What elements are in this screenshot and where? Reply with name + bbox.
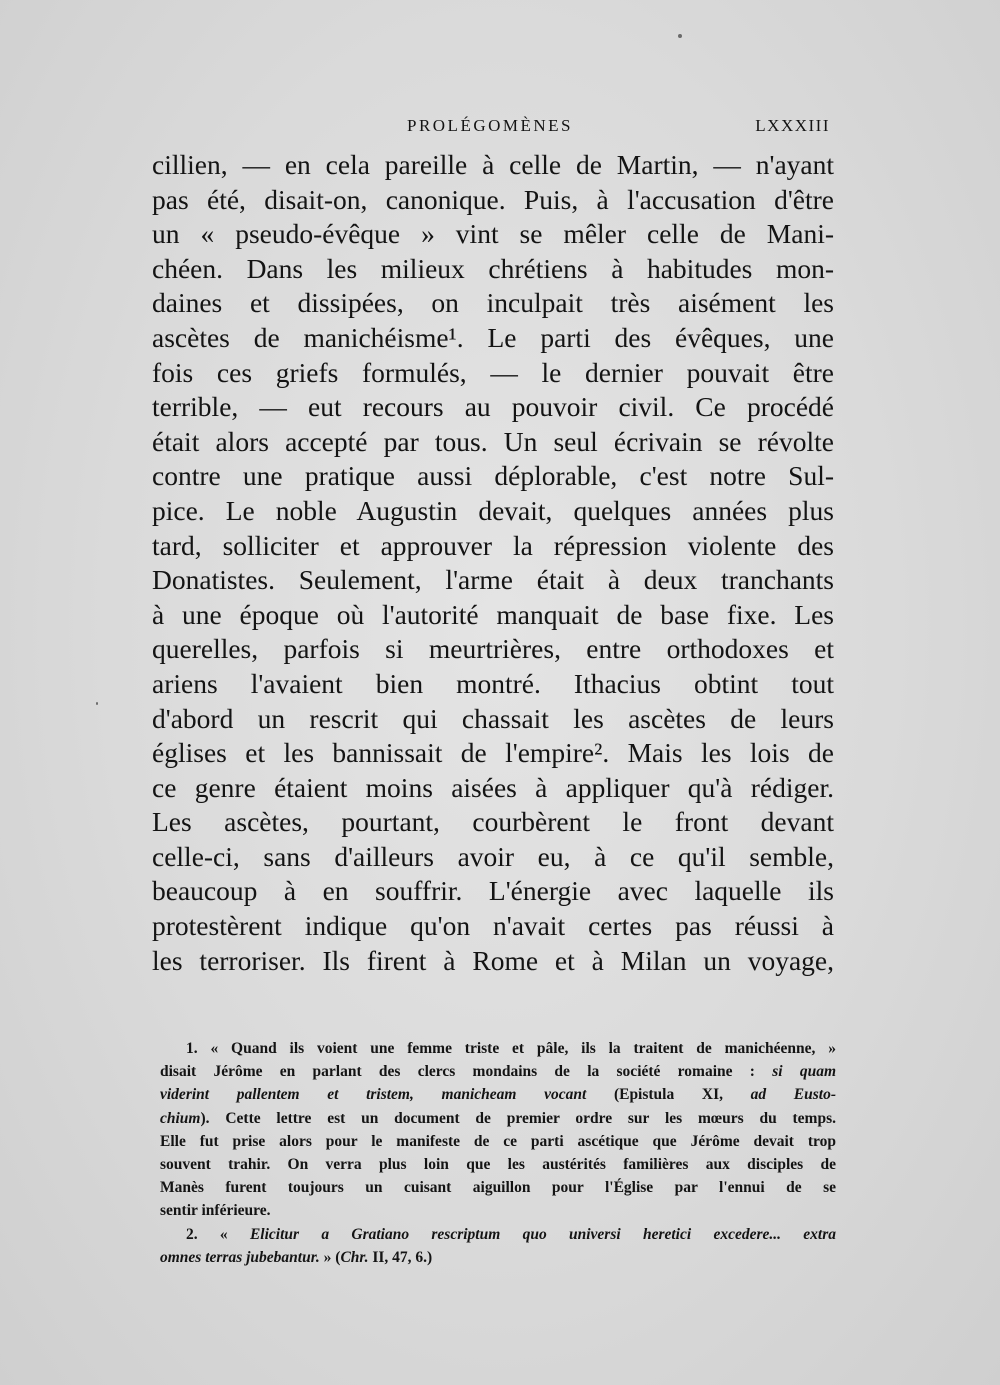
text-line: était alors accepté par tous. Un seul écrivain se révolte: [152, 425, 834, 457]
body-text: [152, 148, 834, 978]
text-line: celle-ci, sans d'ailleurs avoir eu, à ce qu'il semble,: [152, 840, 834, 872]
text-line: Donatistes. Seulement, l'arme était à deux tranchants: [152, 564, 834, 596]
footnote-1-line: sentir inférieure.: [160, 1202, 271, 1220]
footnote-2-line: [160, 1223, 836, 1246]
text-line: pas été, disait-on, canonique. Puis, à l'accusation d'être: [152, 183, 834, 215]
footnote-latin: omnes terras jubebantur.: [160, 1248, 320, 1266]
text-line: tard, solliciter et approuver la répression violente des: [152, 529, 834, 561]
footnote-1-line: [160, 1107, 836, 1130]
text-line: querelles, parfois si meurtrières, entre orthodoxes et: [152, 633, 834, 665]
footnote-latin: si quam: [772, 1063, 836, 1081]
footnote-latin: viderint pallentem et tristem, manicheam vocant: [160, 1086, 587, 1104]
page-number: LXXXIII: [755, 116, 830, 135]
text-line: pice. Le noble Augustin devait, quelques années plus: [152, 494, 834, 526]
footnote-1-line: Manès furent toujours un cuisant aiguillon pour l'Église par l'ennui de se: [160, 1179, 836, 1197]
footnote-1-line: 1. « Quand ils voient une femme triste et pâle, ils la traitent de manichéenne, »: [186, 1040, 836, 1057]
footnote-1-line: souvent trahir. On verra plus loin que les austérités familières aux disciples de: [160, 1155, 836, 1173]
text-line: protestèrent indique qu'on n'avait certes pas réussi à: [152, 910, 834, 942]
text-line: contre une pratique aussi déplorable, c'est notre Sul-: [152, 460, 834, 492]
footnote-text: II, 47, 6.): [372, 1248, 433, 1266]
text-line: beaucoup à en souffrir. L'énergie avec laquelle ils: [152, 875, 834, 907]
text-line: chéen. Dans les milieux chrétiens à habitudes mon-: [152, 252, 834, 284]
text-line: ce genre étaient moins aisées à appliquer qu'à rédiger.: [152, 771, 834, 803]
running-head: [150, 114, 830, 140]
text-line: cillien, — en cela pareille à celle de Martin, — n'ayant: [152, 149, 834, 180]
paper-speck: [678, 34, 682, 38]
footnote-1-line: [160, 1060, 836, 1083]
text-line: les terroriser. Ils firent à Rome et à Milan un voyage,: [152, 944, 834, 976]
footnote-text: (Epistula XI,: [613, 1086, 723, 1104]
footnote-1-line: [160, 1083, 836, 1106]
text-line: à une époque où l'autorité manquait de base fixe. Les: [152, 598, 834, 630]
text-line: un « pseudo-évêque » vint se mêler celle de Mani-: [152, 218, 834, 250]
text-line: fois ces griefs formulés, — le dernier pouvait être: [152, 356, 834, 388]
text-line: daines et dissipées, on inculpait très aisément les: [152, 287, 834, 319]
footnote-text: » (: [323, 1248, 341, 1266]
footnote-latin: Elicitur a Gratiano rescriptum quo universi heretici excedere... extra: [249, 1225, 836, 1243]
footnote-text: 2. «: [186, 1225, 228, 1243]
text-line: terrible, — eut recours au pouvoir civil. Ce procédé: [152, 391, 834, 423]
text-line: d'abord un rescrit qui chassait les ascètes de leurs: [152, 702, 834, 734]
footnotes: [160, 1037, 836, 1269]
text-line: Les ascètes, pourtant, courbèrent le front devant: [152, 806, 834, 838]
footnote-1-line: Elle fut prise alors pour le manifeste de ce parti ascétique que Jérôme devait trop: [160, 1132, 836, 1150]
footnote-2-line: [160, 1246, 836, 1269]
running-title: PROLÉGOMÈNES: [406, 116, 573, 135]
footnote-latin: Chr.: [340, 1248, 369, 1266]
footnote-latin: ad Eusto-: [750, 1086, 836, 1104]
footnote-text: ). Cette lettre est un document de premier ordre sur les mœurs du temps.: [200, 1109, 836, 1127]
paper-speck: [96, 702, 98, 705]
footnote-text: disait Jérôme en parlant des clercs mondains de la société romaine :: [160, 1063, 755, 1081]
text-line: églises et les bannissait de l'empire². Mais les lois de: [152, 737, 834, 769]
text-line: ascètes de manichéisme¹. Le parti des évêques, une: [152, 321, 834, 353]
text-line: ariens l'avaient bien montré. Ithacius obtint tout: [152, 667, 834, 699]
footnote-latin: chium: [160, 1109, 201, 1127]
